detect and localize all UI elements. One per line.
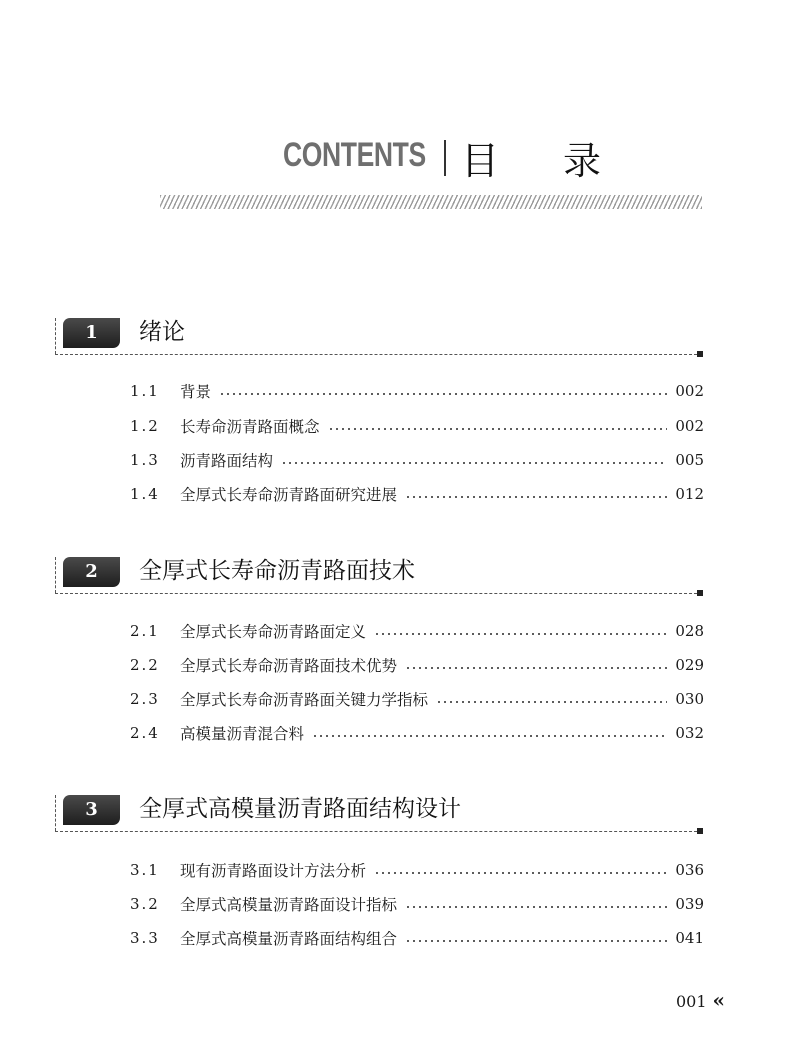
section-page: 032 — [675, 724, 704, 742]
chapter-frame-line — [55, 795, 56, 831]
section-number: 3.2 — [130, 895, 160, 913]
section-title: 沥青路面结构 — [180, 452, 274, 470]
toc-entry[interactable] — [130, 413, 704, 439]
section-title: 全厚式长寿命沥青路面研究进展 — [180, 486, 398, 504]
chapter-title[interactable]: 绪论 — [139, 319, 185, 345]
chapter-heading — [55, 555, 705, 597]
section-title: 全厚式长寿命沥青路面技术优势 — [180, 657, 398, 675]
section-page: 041 — [675, 929, 704, 947]
toc-entry[interactable] — [130, 618, 704, 644]
section-title: 全厚式长寿命沥青路面定义 — [180, 623, 367, 641]
toc-entry[interactable] — [130, 891, 704, 917]
chapter-underline — [55, 593, 697, 594]
toc-entry[interactable] — [130, 720, 704, 746]
page-title: 目录 — [461, 139, 666, 183]
chapter-title[interactable]: 全厚式高模量沥青路面结构设计 — [139, 796, 461, 822]
chapter-number-badge: 3 — [63, 795, 120, 825]
dot-leader — [328, 428, 668, 430]
chapter-line-end-marker — [697, 828, 703, 834]
contents-label: CONTENTS — [283, 136, 426, 174]
dot-leader — [405, 496, 667, 498]
dot-leader — [374, 872, 667, 874]
section-number: 1.4 — [130, 485, 160, 503]
chapter-number-badge: 1 — [63, 318, 120, 348]
dot-leader — [281, 462, 667, 464]
page-number: 001 — [676, 992, 707, 1011]
section-number: 2.3 — [130, 690, 160, 708]
section-page: 039 — [675, 895, 704, 913]
section-title: 背景 — [180, 383, 212, 401]
toc-entry[interactable] — [130, 652, 704, 678]
decorative-stripe — [160, 195, 702, 209]
section-number: 1.1 — [130, 382, 160, 400]
section-number: 3.3 — [130, 929, 160, 947]
toc-header — [0, 128, 790, 188]
section-page: 012 — [675, 485, 704, 503]
section-number: 2.4 — [130, 724, 160, 742]
dot-leader — [405, 667, 667, 669]
toc-entry[interactable] — [130, 447, 704, 473]
page-footer — [676, 988, 725, 1012]
section-title: 全厚式长寿命沥青路面关键力学指标 — [180, 691, 429, 709]
dot-leader — [374, 633, 667, 635]
section-page: 029 — [675, 656, 704, 674]
chapter-underline — [55, 354, 697, 355]
dot-leader — [405, 940, 667, 942]
section-number: 2.2 — [130, 656, 160, 674]
section-title: 全厚式高模量沥青路面设计指标 — [180, 896, 398, 914]
section-number: 2.1 — [130, 622, 160, 640]
double-chevron-left-icon: « — [712, 988, 726, 1012]
section-number: 1.3 — [130, 451, 160, 469]
section-number: 1.2 — [130, 417, 160, 435]
chapter-underline — [55, 831, 697, 832]
toc-entry[interactable] — [130, 857, 704, 883]
toc-entry[interactable] — [130, 481, 704, 507]
section-title: 高模量沥青混合料 — [180, 725, 305, 743]
chapter-frame-line — [55, 318, 56, 354]
chapter-line-end-marker — [697, 590, 703, 596]
section-title: 全厚式高模量沥青路面结构组合 — [180, 930, 398, 948]
section-page: 002 — [675, 382, 704, 400]
dot-leader — [436, 701, 667, 703]
chapter-title[interactable]: 全厚式长寿命沥青路面技术 — [139, 558, 415, 584]
dot-leader — [405, 906, 667, 908]
section-title: 长寿命沥青路面概念 — [180, 418, 320, 436]
chapter-heading — [55, 793, 705, 835]
toc-entry[interactable] — [130, 925, 704, 951]
section-page: 002 — [675, 417, 704, 435]
dot-leader — [219, 393, 667, 395]
chapter-frame-line — [55, 557, 56, 593]
section-page: 036 — [675, 861, 704, 879]
dot-leader — [312, 735, 667, 737]
toc-entry[interactable] — [130, 686, 704, 712]
chapter-number-badge: 2 — [63, 557, 120, 587]
section-number: 3.1 — [130, 861, 160, 879]
section-page: 028 — [675, 622, 704, 640]
toc-entry[interactable] — [130, 378, 704, 404]
chapter-line-end-marker — [697, 351, 703, 357]
section-page: 030 — [675, 690, 704, 708]
chapter-heading — [55, 316, 705, 358]
header-divider — [444, 140, 446, 176]
section-title: 现有沥青路面设计方法分析 — [180, 862, 367, 880]
section-page: 005 — [675, 451, 704, 469]
